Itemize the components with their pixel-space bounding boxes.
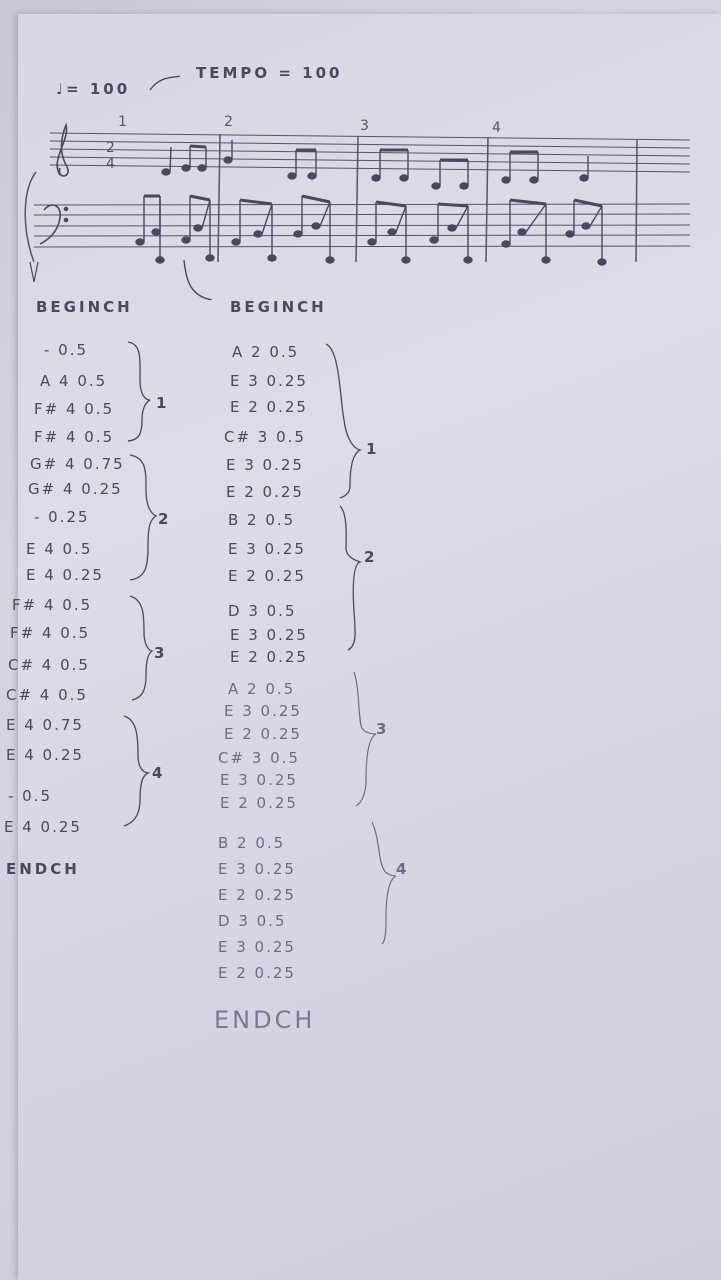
channel1-begin: BEGINCH xyxy=(36,298,133,316)
channel1-row: - 0.5 xyxy=(44,341,89,359)
channel2-row: E 2 0.25 xyxy=(228,567,306,585)
channel1-row: G# 4 0.75 xyxy=(30,455,125,473)
channel1-row: G# 4 0.25 xyxy=(28,480,123,498)
channel1-row: A 4 0.5 xyxy=(40,372,108,390)
channel2-row: E 2 0.25 xyxy=(226,483,304,501)
measure-number: 1 xyxy=(118,114,129,130)
channel2-row: A 2 0.5 xyxy=(228,680,296,698)
channel2-row: E 3 0.25 xyxy=(228,540,306,558)
channel2-group-label: 2 xyxy=(364,548,378,566)
channel1-row: E 4 0.75 xyxy=(6,716,84,734)
measure-number: 2 xyxy=(224,114,235,130)
channel1-row: E 4 0.25 xyxy=(6,746,84,764)
channel2-row: D 3 0.5 xyxy=(228,602,297,620)
channel2-row: C# 3 0.5 xyxy=(218,749,300,767)
channel2-end: ENDCH xyxy=(214,1006,316,1034)
channel2-begin: BEGINCH xyxy=(230,298,327,316)
time-signature-bottom: 4 xyxy=(106,156,117,172)
channel2-row: A 2 0.5 xyxy=(232,343,300,361)
channel2-row: E 3 0.25 xyxy=(226,456,304,474)
measure-number: 4 xyxy=(492,120,503,136)
channel1-row: C# 4 0.5 xyxy=(6,686,88,704)
channel1-row: E 4 0.5 xyxy=(26,540,93,558)
channel1-row: F# 4 0.5 xyxy=(34,400,115,418)
channel2-row: E 2 0.25 xyxy=(230,398,308,416)
channel1-row: C# 4 0.5 xyxy=(8,656,90,674)
channel1-end: ENDCH xyxy=(6,860,80,878)
channel1-row: E 4 0.25 xyxy=(26,566,104,584)
channel2-row: E 3 0.25 xyxy=(220,771,298,789)
channel1-group-label: 4 xyxy=(152,764,166,782)
channel1-row: F# 4 0.5 xyxy=(12,596,93,614)
channel2-row: E 2 0.25 xyxy=(224,725,302,743)
channel2-row: B 2 0.5 xyxy=(218,834,286,852)
channel2-row: E 2 0.25 xyxy=(218,964,296,982)
channel2-row: B 2 0.5 xyxy=(228,511,296,529)
tempo-label: TEMPO = 100 xyxy=(196,64,343,82)
time-signature-top: 2 xyxy=(106,140,117,156)
channel2-row: E 2 0.25 xyxy=(220,794,298,812)
channel2-group-label: 4 xyxy=(396,860,410,878)
channel1-row: F# 4 0.5 xyxy=(34,428,115,446)
channel2-row: C# 3 0.5 xyxy=(224,428,306,446)
channel1-group-label: 3 xyxy=(154,644,168,662)
channel2-row: E 3 0.25 xyxy=(218,860,296,878)
channel1-row: E 4 0.25 xyxy=(4,818,82,836)
channel1-row: F# 4 0.5 xyxy=(10,624,91,642)
channel2-row: D 3 0.5 xyxy=(218,912,287,930)
channel1-group-label: 2 xyxy=(158,510,172,528)
measure-number: 3 xyxy=(360,118,371,134)
channel2-row: E 3 0.25 xyxy=(224,702,302,720)
channel1-group-label: 1 xyxy=(156,394,170,412)
tempo-marking: ♩= 100 xyxy=(56,80,131,98)
channel2-row: E 3 0.25 xyxy=(230,372,308,390)
channel2-row: E 3 0.25 xyxy=(230,626,308,644)
channel2-row: E 2 0.25 xyxy=(218,886,296,904)
channel2-row: E 3 0.25 xyxy=(218,938,296,956)
channel2-group-label: 1 xyxy=(366,440,380,458)
channel1-row: - 0.5 xyxy=(8,787,53,805)
channel2-row: E 2 0.25 xyxy=(230,648,308,666)
channel1-row: - 0.25 xyxy=(34,508,90,526)
channel2-group-label: 3 xyxy=(376,720,390,738)
